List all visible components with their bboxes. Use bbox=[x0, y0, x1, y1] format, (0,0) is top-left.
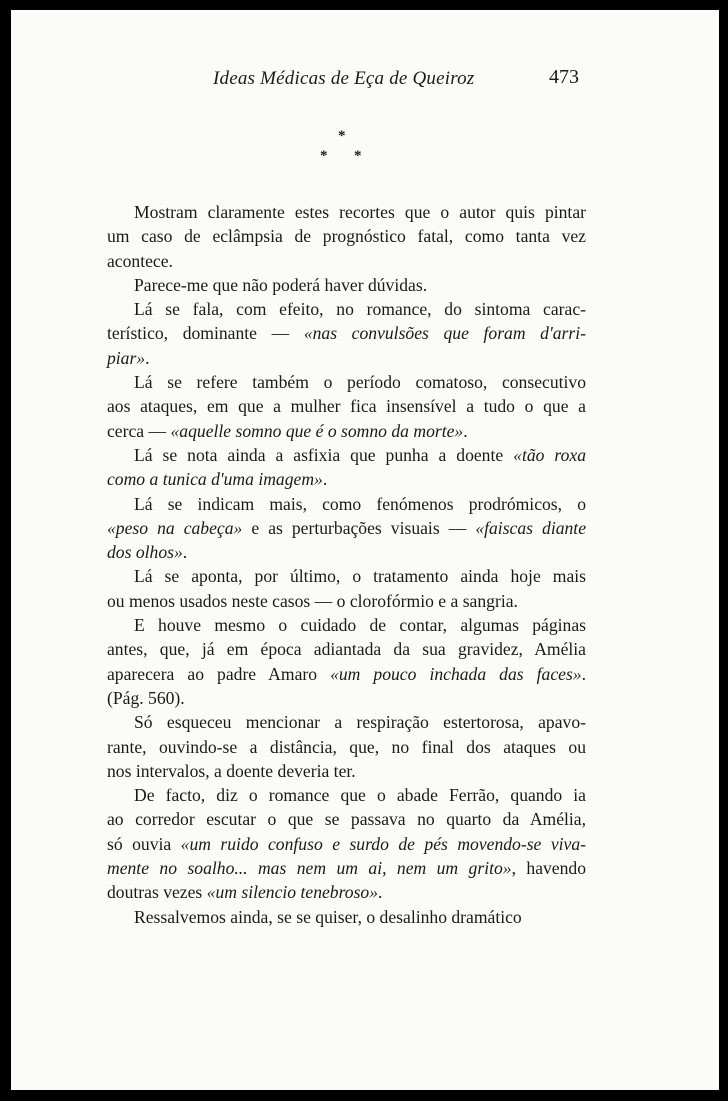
text-line bbox=[107, 273, 586, 297]
text-run: aparecera ao padre Amaro bbox=[107, 663, 331, 684]
italic-quote: piar» bbox=[107, 347, 146, 368]
text-line bbox=[107, 467, 586, 491]
asterism-star: * bbox=[320, 148, 328, 164]
paragraph bbox=[107, 492, 586, 565]
text-line bbox=[107, 905, 586, 929]
text-run: nos intervalos, a doente deveria ter. bbox=[107, 760, 356, 781]
asterism-star: * bbox=[338, 128, 346, 144]
text-line bbox=[107, 297, 586, 321]
text-line bbox=[107, 224, 586, 248]
paragraph bbox=[107, 905, 586, 929]
text-line bbox=[107, 540, 586, 564]
text-run: ao corredor escutar o que se passava no quarto da Amélia, bbox=[107, 809, 586, 830]
paragraph bbox=[107, 783, 586, 904]
text-run: acontece. bbox=[107, 250, 173, 271]
text-run: Só esqueceu mencionar a respiração estertorosa, apavo- bbox=[134, 712, 586, 733]
text-run: (Pág. 560). bbox=[107, 687, 185, 708]
text-line bbox=[107, 686, 586, 710]
text-run: ou menos usados neste casos — o clorofórmio e a sangria. bbox=[107, 590, 518, 611]
text-run: doutras vezes bbox=[107, 882, 207, 903]
text-run: Lá se aponta, por último, o tratamento ainda hoje mais bbox=[134, 566, 586, 587]
body-text bbox=[107, 200, 586, 929]
italic-quote: «peso na cabeça» bbox=[107, 517, 243, 538]
italic-quote: «um ruido confuso e surdo de pés movendo-se viva- bbox=[180, 833, 586, 854]
italic-quote: mente no soalho... mas nem um ai, nem um grito» bbox=[107, 858, 512, 879]
text-run: terístico, dominante — bbox=[107, 323, 304, 344]
italic-quote: dos olhos» bbox=[107, 542, 183, 563]
text-run: Lá se nota ainda a asfixia que punha a doente bbox=[134, 444, 514, 465]
paragraph bbox=[107, 297, 586, 370]
text-run: . bbox=[322, 469, 328, 490]
text-run: E houve mesmo o cuidado de contar, algumas páginas bbox=[134, 615, 586, 636]
text-run: De facto, diz o romance que o abade Ferrão, quando ia bbox=[134, 785, 586, 806]
italic-quote: «faiscas diante bbox=[475, 517, 587, 538]
text-run: . bbox=[182, 542, 188, 563]
paragraph bbox=[107, 710, 586, 783]
italic-quote: «aquelle somno que é o somno da morte» bbox=[170, 420, 464, 441]
running-title: Ideas Médicas de Eça de Queiroz bbox=[213, 68, 475, 89]
text-run: . bbox=[463, 420, 468, 441]
text-line bbox=[107, 613, 586, 637]
text-line bbox=[107, 710, 586, 734]
text-line bbox=[107, 394, 586, 418]
text-run: . bbox=[378, 882, 383, 903]
paragraph bbox=[107, 564, 586, 613]
italic-quote: como a tunica d'uma imagem» bbox=[107, 469, 323, 490]
text-run: aos ataques, em que a mulher fica insensível a tudo o que a bbox=[107, 396, 586, 417]
italic-quote: «nas convulsões que foram d'arri- bbox=[303, 323, 586, 344]
text-run: Lá se indicam mais, como fenómenos prodrómicos, o bbox=[134, 493, 586, 514]
page-header bbox=[11, 62, 719, 92]
text-line bbox=[107, 200, 586, 224]
text-run: Parece-me que não poderá haver dúvidas. bbox=[134, 274, 428, 295]
text-line bbox=[107, 783, 586, 807]
text-run: Lá se fala, com efeito, no romance, do sintoma carac- bbox=[134, 299, 586, 320]
asterism-star: * bbox=[354, 148, 362, 164]
book-page bbox=[11, 10, 719, 1090]
text-line bbox=[107, 807, 586, 831]
text-run: só ouvia bbox=[107, 833, 181, 854]
text-line bbox=[107, 249, 586, 273]
text-line bbox=[107, 589, 586, 613]
section-break-asterism bbox=[11, 128, 719, 188]
page-number: 473 bbox=[549, 66, 579, 88]
italic-quote: «tão roxa bbox=[513, 444, 586, 465]
paragraph bbox=[107, 273, 586, 297]
text-line bbox=[107, 735, 586, 759]
text-run: . bbox=[581, 663, 586, 684]
text-line bbox=[107, 662, 586, 686]
text-run: rante, ouvindo-se a distância, que, no final dos ataques ou bbox=[107, 736, 586, 757]
text-line bbox=[107, 516, 586, 540]
text-line bbox=[107, 346, 586, 370]
paragraph bbox=[107, 443, 586, 492]
text-run: cerca — bbox=[107, 420, 171, 441]
text-line bbox=[107, 759, 586, 783]
text-line bbox=[107, 419, 586, 443]
text-line bbox=[107, 321, 586, 345]
italic-quote: «um silencio tenebroso» bbox=[206, 882, 379, 903]
text-line bbox=[107, 832, 586, 856]
text-line bbox=[107, 880, 586, 904]
text-line bbox=[107, 492, 586, 516]
text-line bbox=[107, 856, 586, 880]
paragraph bbox=[107, 370, 586, 443]
text-run: Mostram claramente estes recortes que o autor quis pintar bbox=[134, 202, 586, 222]
text-line bbox=[107, 443, 586, 467]
text-line bbox=[107, 637, 586, 661]
text-run: um caso de eclâmpsia de prognóstico fatal, como tanta vez bbox=[107, 226, 586, 247]
text-run: antes, que, já em época adiantada da sua gravidez, Amélia bbox=[107, 639, 586, 660]
text-run: , havendo bbox=[511, 858, 586, 879]
paragraph bbox=[107, 613, 586, 710]
text-line bbox=[107, 564, 586, 588]
text-run: Ressalvemos ainda, se se quiser, o desalinho dramático bbox=[134, 906, 522, 927]
text-run: Lá se refere também o período comatoso, consecutivo bbox=[134, 372, 586, 393]
text-line bbox=[107, 370, 586, 394]
text-run: . bbox=[145, 347, 150, 368]
italic-quote: «um pouco inchada das faces» bbox=[330, 663, 582, 684]
text-run: e as perturbações visuais — bbox=[242, 517, 476, 538]
paragraph bbox=[107, 200, 586, 273]
